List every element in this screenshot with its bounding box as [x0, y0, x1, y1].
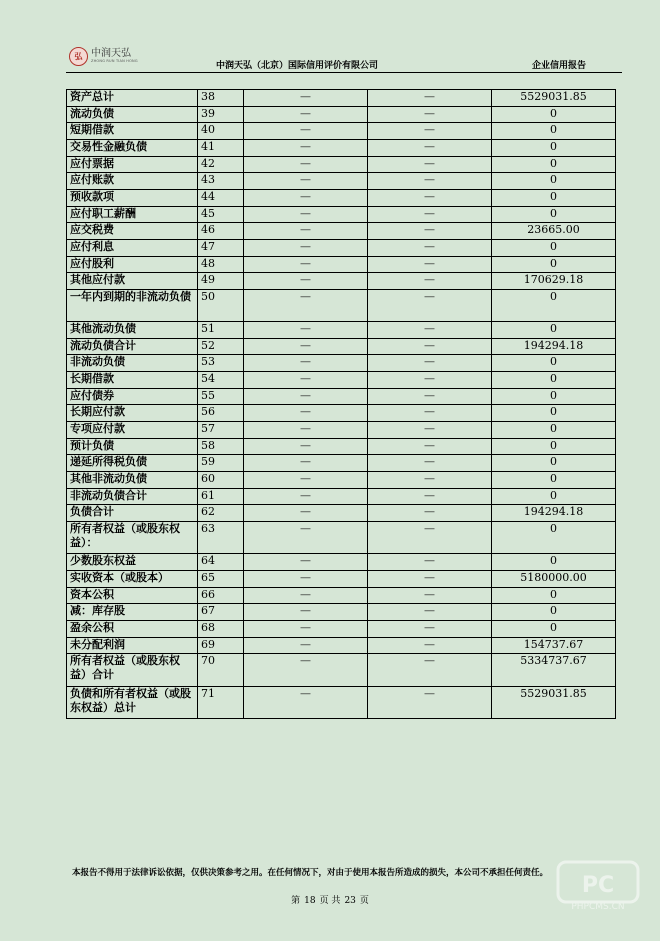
row-col-2: —: [368, 604, 492, 621]
row-value: 0: [492, 587, 616, 604]
row-line-number: 43: [198, 173, 244, 190]
row-name: 负债和所有者权益（或股东权益）总计: [67, 686, 198, 718]
row-value: 0: [492, 123, 616, 140]
row-line-number: 55: [198, 388, 244, 405]
row-value: 5529031.85: [492, 90, 616, 107]
row-col-2: —: [368, 256, 492, 273]
row-col-1: —: [244, 123, 368, 140]
row-name: 非流动负债合计: [67, 488, 198, 505]
row-value: 0: [492, 372, 616, 389]
row-col-1: —: [244, 405, 368, 422]
row-col-2: —: [368, 90, 492, 107]
row-col-1: —: [244, 139, 368, 156]
row-line-number: 59: [198, 455, 244, 472]
table-row: [67, 604, 616, 621]
row-value: 0: [492, 422, 616, 439]
row-col-1: —: [244, 604, 368, 621]
table-row: [67, 223, 616, 240]
page-number: 第 18 页 共 23 页: [291, 896, 369, 906]
row-col-1: —: [244, 571, 368, 588]
row-col-2: —: [368, 106, 492, 123]
row-col-2: —: [368, 223, 492, 240]
row-col-2: —: [368, 156, 492, 173]
row-col-1: —: [244, 223, 368, 240]
row-value: 23665.00: [492, 223, 616, 240]
row-col-1: —: [244, 587, 368, 604]
row-col-1: —: [244, 522, 368, 554]
row-col-2: —: [368, 637, 492, 654]
table-row: [67, 106, 616, 123]
row-name: 非流动负债: [67, 355, 198, 372]
company-title: 中润天弘（北京）国际信用评价有限公司: [216, 61, 379, 71]
row-value: 0: [492, 206, 616, 223]
row-col-2: —: [368, 438, 492, 455]
row-name: 资产总计: [67, 90, 198, 107]
row-line-number: 58: [198, 438, 244, 455]
row-col-2: —: [368, 123, 492, 140]
row-line-number: 39: [198, 106, 244, 123]
row-line-number: 52: [198, 338, 244, 355]
table-row: [67, 505, 616, 522]
row-col-2: —: [368, 388, 492, 405]
row-name: 交易性金融负债: [67, 139, 198, 156]
table-row: [67, 123, 616, 140]
table-row: [67, 587, 616, 604]
row-value: 0: [492, 604, 616, 621]
row-value: 0: [492, 438, 616, 455]
row-col-2: —: [368, 522, 492, 554]
row-name: 预收款项: [67, 189, 198, 206]
row-line-number: 46: [198, 223, 244, 240]
row-col-2: —: [368, 472, 492, 489]
row-value: 5180000.00: [492, 571, 616, 588]
table-row: [67, 256, 616, 273]
row-col-1: —: [244, 554, 368, 571]
row-name: 应付利息: [67, 239, 198, 256]
table-row: [67, 388, 616, 405]
row-col-1: —: [244, 620, 368, 637]
row-col-1: —: [244, 505, 368, 522]
row-line-number: 53: [198, 355, 244, 372]
report-title: 企业信用报告: [531, 61, 586, 71]
row-col-2: —: [368, 455, 492, 472]
row-col-1: —: [244, 388, 368, 405]
row-line-number: 67: [198, 604, 244, 621]
row-line-number: 45: [198, 206, 244, 223]
table-row: [67, 372, 616, 389]
table-row: [67, 438, 616, 455]
row-col-2: —: [368, 206, 492, 223]
row-name: 应付股利: [67, 256, 198, 273]
row-line-number: 42: [198, 156, 244, 173]
row-name: 短期借款: [67, 123, 198, 140]
table-row: [67, 571, 616, 588]
row-value: 170629.18: [492, 273, 616, 290]
row-col-1: —: [244, 273, 368, 290]
row-col-1: —: [244, 455, 368, 472]
row-col-2: —: [368, 139, 492, 156]
table-row: [67, 522, 616, 554]
row-name: 应交税费: [67, 223, 198, 240]
row-col-1: —: [244, 686, 368, 718]
row-col-1: —: [244, 90, 368, 107]
table-row: [67, 455, 616, 472]
row-name: 应付票据: [67, 156, 198, 173]
table-row: [67, 488, 616, 505]
row-line-number: 48: [198, 256, 244, 273]
row-col-2: —: [368, 554, 492, 571]
site-watermark: [552, 860, 642, 910]
logo-name-en: ZHONG RUN TIAN HONG: [91, 59, 138, 63]
row-line-number: 62: [198, 505, 244, 522]
row-name: 流动负债: [67, 106, 198, 123]
row-name: 负债合计: [67, 505, 198, 522]
row-name: 少数股东权益: [67, 554, 198, 571]
row-name: 所有者权益（或股东权益）：: [67, 522, 198, 554]
row-value: 5334737.67: [492, 654, 616, 686]
row-value: 0: [492, 522, 616, 554]
row-col-2: —: [368, 338, 492, 355]
table-row: [67, 239, 616, 256]
table-row: [67, 620, 616, 637]
row-name: 资本公积: [67, 587, 198, 604]
row-name: 长期应付款: [67, 405, 198, 422]
row-value: 194294.18: [492, 505, 616, 522]
row-col-1: —: [244, 173, 368, 190]
row-col-1: —: [244, 488, 368, 505]
row-col-1: —: [244, 289, 368, 321]
row-col-2: —: [368, 355, 492, 372]
table-row: [67, 637, 616, 654]
row-col-1: —: [244, 256, 368, 273]
row-col-1: —: [244, 156, 368, 173]
row-value: 0: [492, 239, 616, 256]
row-col-1: —: [244, 322, 368, 339]
row-col-2: —: [368, 686, 492, 718]
row-col-2: —: [368, 620, 492, 637]
row-line-number: 66: [198, 587, 244, 604]
row-col-2: —: [368, 189, 492, 206]
row-col-1: —: [244, 472, 368, 489]
row-value: 5529031.85: [492, 686, 616, 718]
row-line-number: 51: [198, 322, 244, 339]
table-row: [67, 554, 616, 571]
row-name: 预计负债: [67, 438, 198, 455]
row-line-number: 64: [198, 554, 244, 571]
row-col-2: —: [368, 372, 492, 389]
table-row: [67, 289, 616, 321]
table-row: [67, 189, 616, 206]
row-name: 递延所得税负债: [67, 455, 198, 472]
row-name: 流动负债合计: [67, 338, 198, 355]
page-header: [66, 44, 622, 73]
row-line-number: 65: [198, 571, 244, 588]
table-row: [67, 173, 616, 190]
row-value: 0: [492, 488, 616, 505]
company-logo: [69, 44, 138, 68]
row-col-2: —: [368, 289, 492, 321]
row-value: 0: [492, 355, 616, 372]
row-line-number: 54: [198, 372, 244, 389]
table-row: [67, 90, 616, 107]
row-col-1: —: [244, 189, 368, 206]
row-col-2: —: [368, 571, 492, 588]
row-name: 其他应付款: [67, 273, 198, 290]
table-row: [67, 405, 616, 422]
row-value: 0: [492, 256, 616, 273]
table-row: [67, 338, 616, 355]
row-value: 0: [492, 173, 616, 190]
current-page: 18: [304, 896, 316, 906]
row-line-number: 50: [198, 289, 244, 321]
table-row: [67, 139, 616, 156]
row-col-2: —: [368, 488, 492, 505]
row-col-2: —: [368, 405, 492, 422]
row-col-1: —: [244, 338, 368, 355]
row-col-2: —: [368, 505, 492, 522]
row-col-2: —: [368, 422, 492, 439]
row-col-1: —: [244, 106, 368, 123]
row-col-2: —: [368, 273, 492, 290]
row-name: 应付账款: [67, 173, 198, 190]
logo-name-cn: 中润天弘: [91, 48, 131, 59]
row-col-1: —: [244, 355, 368, 372]
row-value: 0: [492, 455, 616, 472]
row-line-number: 57: [198, 422, 244, 439]
row-line-number: 40: [198, 123, 244, 140]
row-col-2: —: [368, 654, 492, 686]
watermark-text: PHPCMS.CN: [571, 902, 625, 910]
row-col-2: —: [368, 587, 492, 604]
table-row: [67, 355, 616, 372]
row-col-1: —: [244, 206, 368, 223]
table-row: [67, 686, 616, 718]
table-row: [67, 654, 616, 686]
row-line-number: 69: [198, 637, 244, 654]
row-name: 其他非流动负债: [67, 472, 198, 489]
row-line-number: 61: [198, 488, 244, 505]
balance-sheet-table: [66, 89, 616, 719]
row-value: 0: [492, 156, 616, 173]
row-name: 所有者权益（或股东权益）合计: [67, 654, 198, 686]
row-name: 一年内到期的非流动负债: [67, 289, 198, 321]
watermark-logo: PC: [581, 873, 615, 898]
row-col-2: —: [368, 173, 492, 190]
row-name: 其他流动负债: [67, 322, 198, 339]
row-value: 0: [492, 289, 616, 321]
row-name: 减：库存股: [67, 604, 198, 621]
row-col-1: —: [244, 372, 368, 389]
row-col-2: —: [368, 239, 492, 256]
row-col-1: —: [244, 438, 368, 455]
row-name: 应付职工薪酬: [67, 206, 198, 223]
row-value: 0: [492, 554, 616, 571]
row-value: 0: [492, 620, 616, 637]
row-value: 0: [492, 106, 616, 123]
row-line-number: 60: [198, 472, 244, 489]
disclaimer-note: 本报告不得用于法律诉讼依据，仅供决策参考之用。在任何情况下，对由于使用本报告所造成的损失，本公司不承担任何责任。: [72, 868, 549, 878]
row-col-1: —: [244, 239, 368, 256]
row-line-number: 49: [198, 273, 244, 290]
row-value: 0: [492, 405, 616, 422]
row-value: 0: [492, 189, 616, 206]
row-line-number: 38: [198, 90, 244, 107]
row-name: 实收资本（或股本）: [67, 571, 198, 588]
row-line-number: 41: [198, 139, 244, 156]
table-row: [67, 273, 616, 290]
row-line-number: 56: [198, 405, 244, 422]
row-value: 0: [492, 472, 616, 489]
row-value: 0: [492, 139, 616, 156]
row-col-1: —: [244, 422, 368, 439]
row-line-number: 63: [198, 522, 244, 554]
table-row: [67, 206, 616, 223]
row-line-number: 47: [198, 239, 244, 256]
row-name: 专项应付款: [67, 422, 198, 439]
table-row: [67, 472, 616, 489]
row-value: 0: [492, 322, 616, 339]
row-line-number: 71: [198, 686, 244, 718]
table-row: [67, 156, 616, 173]
row-col-1: —: [244, 637, 368, 654]
row-name: 应付债券: [67, 388, 198, 405]
row-name: 盈余公积: [67, 620, 198, 637]
row-name: 长期借款: [67, 372, 198, 389]
row-value: 154737.67: [492, 637, 616, 654]
row-col-1: —: [244, 654, 368, 686]
total-pages: 23: [344, 896, 356, 906]
row-line-number: 70: [198, 654, 244, 686]
row-col-2: —: [368, 322, 492, 339]
table-row: [67, 322, 616, 339]
row-value: 0: [492, 388, 616, 405]
row-line-number: 68: [198, 620, 244, 637]
row-line-number: 44: [198, 189, 244, 206]
row-value: 194294.18: [492, 338, 616, 355]
table-row: [67, 422, 616, 439]
row-name: 未分配利润: [67, 637, 198, 654]
logo-seal-icon: 弘: [69, 47, 88, 66]
